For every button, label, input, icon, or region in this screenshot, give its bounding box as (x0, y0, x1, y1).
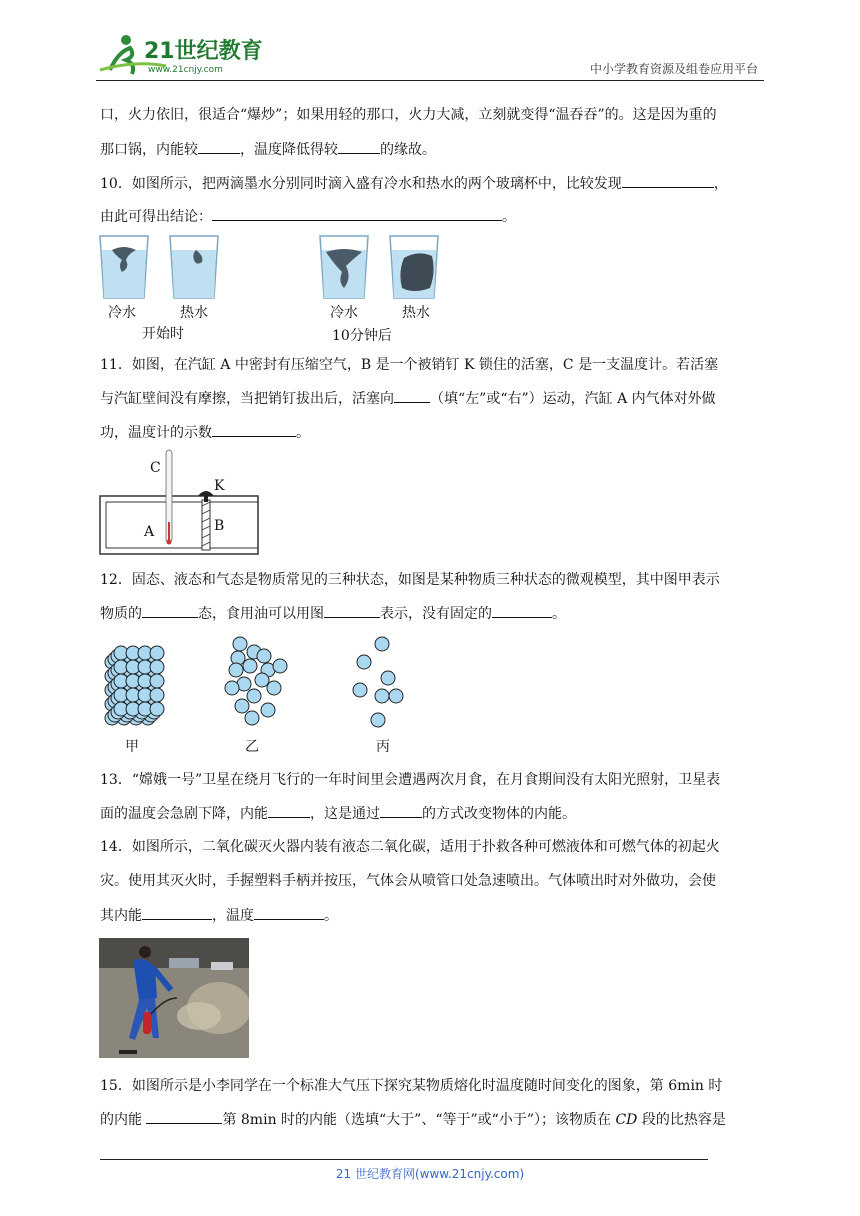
answer-blank[interactable] (338, 139, 380, 154)
label-k: K (214, 478, 225, 494)
answer-blank[interactable] (142, 603, 198, 618)
label-start: 开始时 (142, 326, 184, 342)
label-cold: 冷水 (330, 305, 358, 321)
text-line: 那口锅，内能较 ，温度降低得较 的缘故。 (100, 139, 764, 161)
solid-particle (150, 646, 164, 660)
label-hot: 热水 (402, 305, 430, 321)
question-10-line2: 由此可得出结论： 。 (100, 206, 764, 228)
answer-blank[interactable] (324, 603, 380, 618)
label-bing: 丙 (376, 739, 390, 755)
solid-particle (150, 674, 164, 688)
answer-blank[interactable] (142, 905, 212, 920)
answer-blank[interactable] (198, 139, 240, 154)
answer-blank[interactable] (394, 388, 430, 403)
question-14-line2: 灾。使用其灭火时，手握塑料手柄并按压，气体会从喷管口处急速喷出。气体喷出时对外做功，会使 (100, 873, 716, 889)
beaker-hot-start (170, 236, 218, 298)
question-14-line3: 其内能 ，温度 。 (100, 905, 764, 927)
label-cold: 冷水 (108, 305, 136, 321)
header-divider (96, 80, 764, 81)
label-a: A (144, 524, 155, 540)
solid-model (105, 646, 164, 725)
platform-name: 中小学教育资源及组卷应用平台 (589, 62, 758, 76)
answer-blank[interactable] (146, 1109, 222, 1124)
answer-blank[interactable] (212, 206, 502, 221)
answer-blank[interactable] (268, 803, 310, 818)
label-after: 10分钟后 (332, 328, 392, 344)
page-header (96, 30, 764, 82)
solid-particle (150, 660, 164, 674)
thermometer-c (166, 450, 172, 545)
molecule-model-figure (98, 632, 408, 732)
logo-icon (96, 30, 266, 78)
answer-blank[interactable] (380, 803, 422, 818)
fire-extinguisher-photo (99, 938, 249, 1058)
question-15: 15．如图所示是小李同学在一个标准大气压下探究某物质熔化时温度随时间变化的图象，第 6min 时 (100, 1078, 723, 1094)
gas-model (353, 637, 403, 727)
label-yi: 乙 (245, 739, 259, 755)
answer-blank[interactable] (212, 422, 296, 437)
label-c: C (150, 460, 161, 476)
label-b: B (214, 518, 225, 534)
piston-b (202, 500, 210, 550)
question-11: 11．如图，在汽缸 A 中密封有压缩空气，B 是一个被销钉 K 锁住的活塞，C 是一支温度计。若活塞 (100, 357, 719, 373)
answer-blank[interactable] (254, 905, 324, 920)
question-13: 13．“嫦娥一号”卫星在绕月飞行的一年时间里会遭遇两次月食，在月食期间没有太阳光照射，卫星表 (100, 772, 721, 788)
cylinder-figure (98, 448, 262, 560)
logo-url: www.21cnjy.com (148, 65, 223, 75)
answer-blank[interactable] (492, 603, 552, 618)
question-10: 10．如图所示，把两滴墨水分别同时滴入盛有冷水和热水的两个玻璃杯中，比较发现 ， (100, 173, 764, 195)
question-13-line2: 面的温度会急剧下降，内能 ，这是通过 的方式改变物体的内能。 (100, 803, 764, 825)
question-12: 12．固态、液态和气态是物质常见的三种状态，如图是某种物质三种状态的微观模型，其中图甲表示 (100, 572, 720, 588)
solid-particle (150, 688, 164, 702)
footer-text: 21 世纪教育网(www.21cnjy.com) (335, 1167, 525, 1181)
liquid-model (225, 637, 287, 725)
text-line: 口，火力依旧，很适合“爆炒”；如果用轻的那口，火力大减，立刻就变得“温吞吞”的。这是因为重的 (100, 107, 717, 123)
label-hot: 热水 (180, 305, 208, 321)
label-jia: 甲 (125, 739, 139, 755)
question-15-line2: 的内能 第 8min 时的内能（选填“大于”、“等于”或“小于”）；该物质在 CD 段的比热容是 (100, 1109, 764, 1131)
beaker-cold-after (320, 236, 368, 298)
question-11-line2: 与汽缸壁间没有摩擦，当把销钉拔出后，活塞向 （填“左”或“右”）运动，汽缸 A 内气体对外做 (100, 388, 764, 410)
answer-blank[interactable] (622, 173, 714, 188)
question-11-line3: 功，温度计的示数 。 (100, 422, 764, 444)
footer-divider (100, 1159, 708, 1160)
question-14: 14．如图所示，二氧化碳灭火器内装有液态二氧化碳，适用于扑救各种可燃液体和可燃气体的初起火 (100, 839, 720, 855)
logo-text: 21世纪教育 (144, 39, 263, 64)
beaker-hot-after (390, 236, 438, 298)
beaker-cold-start (100, 236, 148, 298)
question-12-line2: 物质的 态，食用油可以用图 表示，没有固定的 。 (100, 603, 764, 625)
solid-particle (150, 702, 164, 716)
